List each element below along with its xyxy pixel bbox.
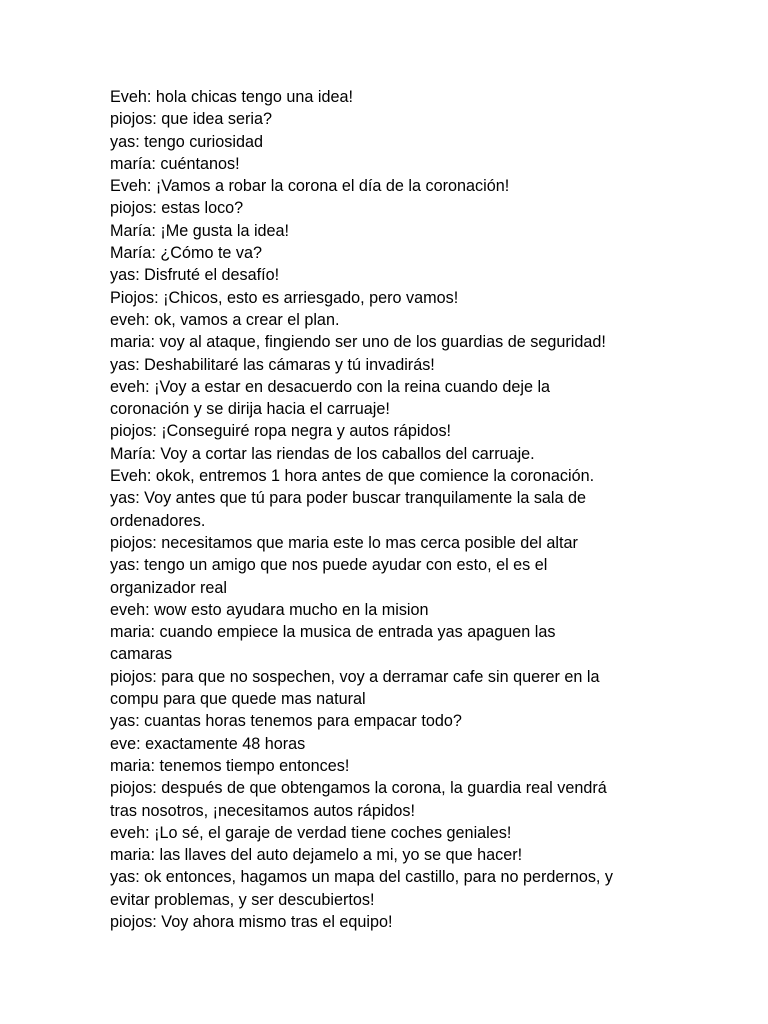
text-line: Eveh: okok, entremos 1 hora antes de que comience la coronación. <box>110 467 595 486</box>
text-line: tras nosotros, ¡necesitamos autos rápidos! <box>110 801 416 820</box>
text-line: piojos: necesitamos que maria este lo mas cerca posible del altar <box>110 533 578 552</box>
text-line: piojos: que idea seria? <box>110 110 272 129</box>
text-line: yas: Deshabilitaré las cámaras y tú invadirás! <box>110 355 435 374</box>
text-line: piojos: para que no sospechen, voy a derramar cafe sin querer en la <box>110 667 600 686</box>
text-line: maria: las llaves del auto dejamelo a mi, yo se que hacer! <box>110 846 523 865</box>
text-line: maria: tenemos tiempo entonces! <box>110 756 350 775</box>
text-line: Eveh: ¡Vamos a robar la corona el día de la coronación! <box>110 177 510 196</box>
text-line: yas: ok entonces, hagamos un mapa del castillo, para no perdernos, y <box>110 868 614 887</box>
text-line: yas: Disfruté el desafío! <box>110 266 280 285</box>
text-line: eve: exactamente 48 horas <box>110 734 306 753</box>
text-line: yas: Voy antes que tú para poder buscar tranquilamente la sala de <box>110 489 587 508</box>
text-line: piojos: Voy ahora mismo tras el equipo! <box>110 912 393 931</box>
chat-transcript <box>110 86 670 933</box>
text-line: yas: tengo un amigo que nos puede ayudar con esto, el es el <box>110 556 548 575</box>
text-line: Piojos: ¡Chicos, esto es arriesgado, pero vamos! <box>110 288 459 307</box>
text-line: eveh: ¡Lo sé, el garaje de verdad tiene coches geniales! <box>110 823 512 842</box>
text-line: María: ¿Cómo te va? <box>110 244 263 263</box>
text-line: eveh: ok, vamos a crear el plan. <box>110 310 340 329</box>
text-line: camaras <box>110 645 173 664</box>
text-line: maria: voy al ataque, fingiendo ser uno de los guardias de seguridad! <box>110 333 606 352</box>
text-line: yas: cuantas horas tenemos para empacar todo? <box>110 712 462 731</box>
text-line: evitar problemas, y ser descubiertos! <box>110 890 375 909</box>
text-line: maría: cuéntanos! <box>110 154 240 173</box>
text-line: compu para que quede mas natural <box>110 690 366 709</box>
text-line: yas: tengo curiosidad <box>110 132 263 151</box>
text-line: piojos: después de que obtengamos la corona, la guardia real vendrá <box>110 779 607 798</box>
text-line: ordenadores. <box>110 511 206 530</box>
text-line: eveh: wow esto ayudara mucho en la mision <box>110 600 429 619</box>
text-line: coronación y se dirija hacia el carruaje! <box>110 400 390 419</box>
text-line: maria: cuando empiece la musica de entrada yas apaguen las <box>110 623 556 642</box>
text-line: Eveh: hola chicas tengo una idea! <box>110 88 353 106</box>
text-line: María: ¡Me gusta la idea! <box>110 221 290 240</box>
text-line: piojos: ¡Conseguiré ropa negra y autos rápidos! <box>110 422 452 441</box>
text-line: eveh: ¡Voy a estar en desacuerdo con la reina cuando deje la <box>110 377 551 396</box>
text-line: organizador real <box>110 578 227 597</box>
text-line: piojos: estas loco? <box>110 199 244 218</box>
text-line: María: Voy a cortar las riendas de los caballos del carruaje. <box>110 444 535 463</box>
